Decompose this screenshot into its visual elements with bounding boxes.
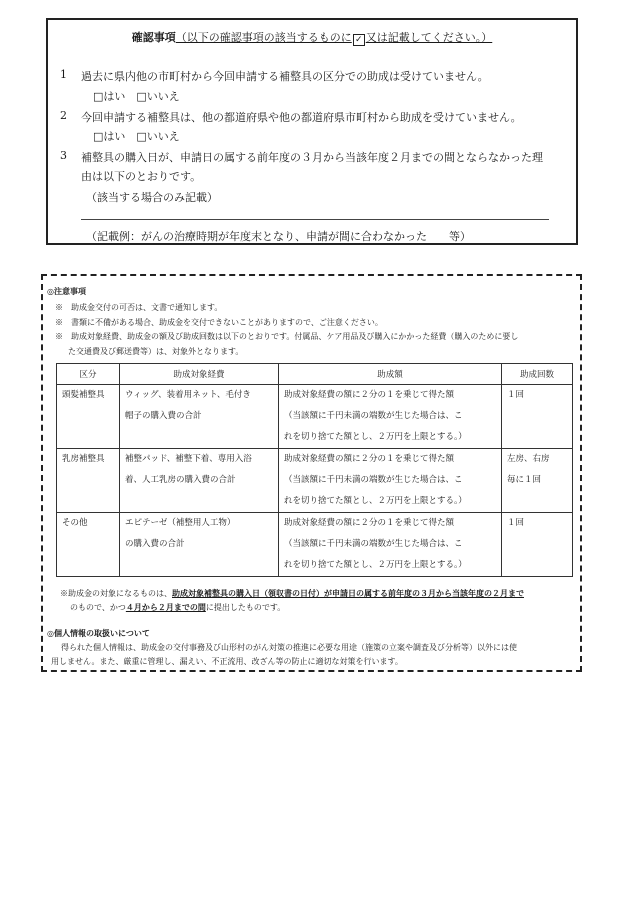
row1-cost-1: ウィッグ、装着用ネット、毛付き (125, 390, 251, 400)
notes-heading: ◎注意事項 (47, 286, 86, 296)
row3-times: １回 (507, 518, 525, 528)
row3-category: その他 (62, 518, 88, 528)
privacy-line-1: 得られた個人情報は、助成金の交付事務及び山形村のがん対策の推進に必要な用途（施策の立案や調査及び分析等）以外には使 (61, 643, 517, 652)
item-options-1[interactable]: □はい □いいえ (93, 90, 180, 103)
row2-amount-1: 助成対象経費の額に２分の１を乗じて得た額 (284, 454, 455, 464)
target-line-2-pre: のもので、かつ (70, 603, 126, 612)
item-number-1: 1 (60, 68, 67, 81)
item-text-1: 過去に県内他の市町村から今回申請する補整具の区分での助成は受けていません。 (81, 70, 489, 83)
table-row (57, 385, 573, 449)
target-line-1-emphasis: 助成対象補整具の購入日（領収書の日付）が申請日の属する前年度の３月から当該年度の２月まで (172, 588, 524, 598)
target-line-1-pre: ※助成金の対象になるものは、 (60, 589, 172, 598)
row1-times: １回 (507, 390, 525, 400)
check-mark-icon: ✓ (353, 34, 365, 46)
item-note-3: （該当する場合のみ記載） (86, 191, 218, 204)
table-header-row (57, 364, 573, 385)
item-text-3-line2: 由は以下のとおりです。 (81, 170, 202, 183)
table-row (57, 513, 573, 577)
row1-amount-1: 助成対象経費の額に２分の１を乗じて得た額 (284, 390, 455, 400)
notes-box (41, 274, 582, 672)
header-category: 区分 (57, 364, 120, 385)
row1-amount-3: れを切り捨てた額とし、２万円を上限とする。） (284, 432, 467, 442)
row2-amount-3: れを切り捨てた額とし、２万円を上限とする。） (284, 496, 467, 506)
subsidy-table (56, 363, 573, 577)
row2-times-1: 左房、右房 (507, 454, 550, 464)
privacy-line-2: 用しません。また、厳重に管理し、漏えい、不正流用、改ざん等の防止に適切な対策を行います。 (51, 657, 403, 666)
target-line-2-post: に提出したものです。 (205, 603, 286, 612)
row2-cost-2: 着、人工乳房の購入費の合計 (125, 475, 236, 485)
header-times: 助成回数 (502, 364, 573, 385)
row2-amount-2: （当該額に千円未満の端数が生じた場合は、こ (284, 475, 463, 485)
item-text-3-line1: 補整具の購入日が、申請日の属する前年度の３月から当該年度２月までの間とならなかった理 (81, 151, 543, 164)
confirmation-title-instruction-1: （以下の確認事項の該当するものに (175, 31, 352, 44)
target-line-1 (60, 588, 524, 599)
notes-bullet-3: ※ 助成対象経費、助成金の額及び助成回数は以下のとおりです。付属品、ケア用品及び購入にかかった経費（購入のために要し (55, 332, 519, 341)
item-text-2: 今回申請する補整具は、他の都道府県や他の都道府県市町村から助成を受けていません。 (81, 111, 522, 124)
item-number-2: 2 (60, 109, 67, 122)
row3-cost-2: の購入費の合計 (125, 539, 185, 549)
row2-cost-1: 補整パッド、補整下着、専用入浴 (125, 454, 252, 464)
row3-amount-3: れを切り捨てた額とし、２万円を上限とする。） (284, 560, 467, 570)
row1-category: 頭髪補整具 (62, 390, 105, 400)
reason-entry-line[interactable] (81, 219, 549, 220)
row1-amount-2: （当該額に千円未満の端数が生じた場合は、こ (284, 411, 463, 421)
notes-bullet-3-cont: た交通費及び郵送費等）は、対象外となります。 (68, 347, 244, 356)
confirmation-box (46, 18, 578, 245)
header-amount: 助成額 (279, 364, 502, 385)
target-line-2-emphasis: ４月から２月までの間 (125, 602, 206, 612)
row3-amount-1: 助成対象経費の額に２分の１を乗じて得た額 (284, 518, 455, 528)
row3-cost-1: エピテーゼ（補整用人工物） (125, 518, 236, 528)
item-options-2[interactable]: □はい □いいえ (93, 130, 180, 143)
item-number-3: 3 (60, 149, 67, 162)
row2-category: 乳房補整具 (62, 454, 105, 464)
header-cost: 助成対象経費 (120, 364, 279, 385)
row3-amount-2: （当該額に千円未満の端数が生じた場合は、こ (284, 539, 463, 549)
notes-bullet-2: ※ 書類に不備がある場合、助成金を交付できないことがありますので、ご注意ください。 (55, 318, 383, 327)
confirmation-title-bold: 確認事項 (131, 31, 176, 44)
privacy-heading: ◎個人情報の取扱いについて (47, 628, 150, 638)
item-example-3: （記載例：がんの治療時期が年度末となり、申請が間に合わなかった 等） (86, 230, 471, 243)
target-line-2 (70, 602, 285, 613)
confirmation-title (48, 29, 576, 46)
row1-cost-2: 帽子の購入費の合計 (125, 411, 202, 421)
notes-bullet-1: ※ 助成金交付の可否は、文書で通知します。 (55, 303, 223, 312)
confirmation-title-instruction-2: 又は記載してください。） (365, 31, 493, 44)
table-row (57, 449, 573, 513)
row2-times-2: 毎に１回 (507, 475, 542, 485)
